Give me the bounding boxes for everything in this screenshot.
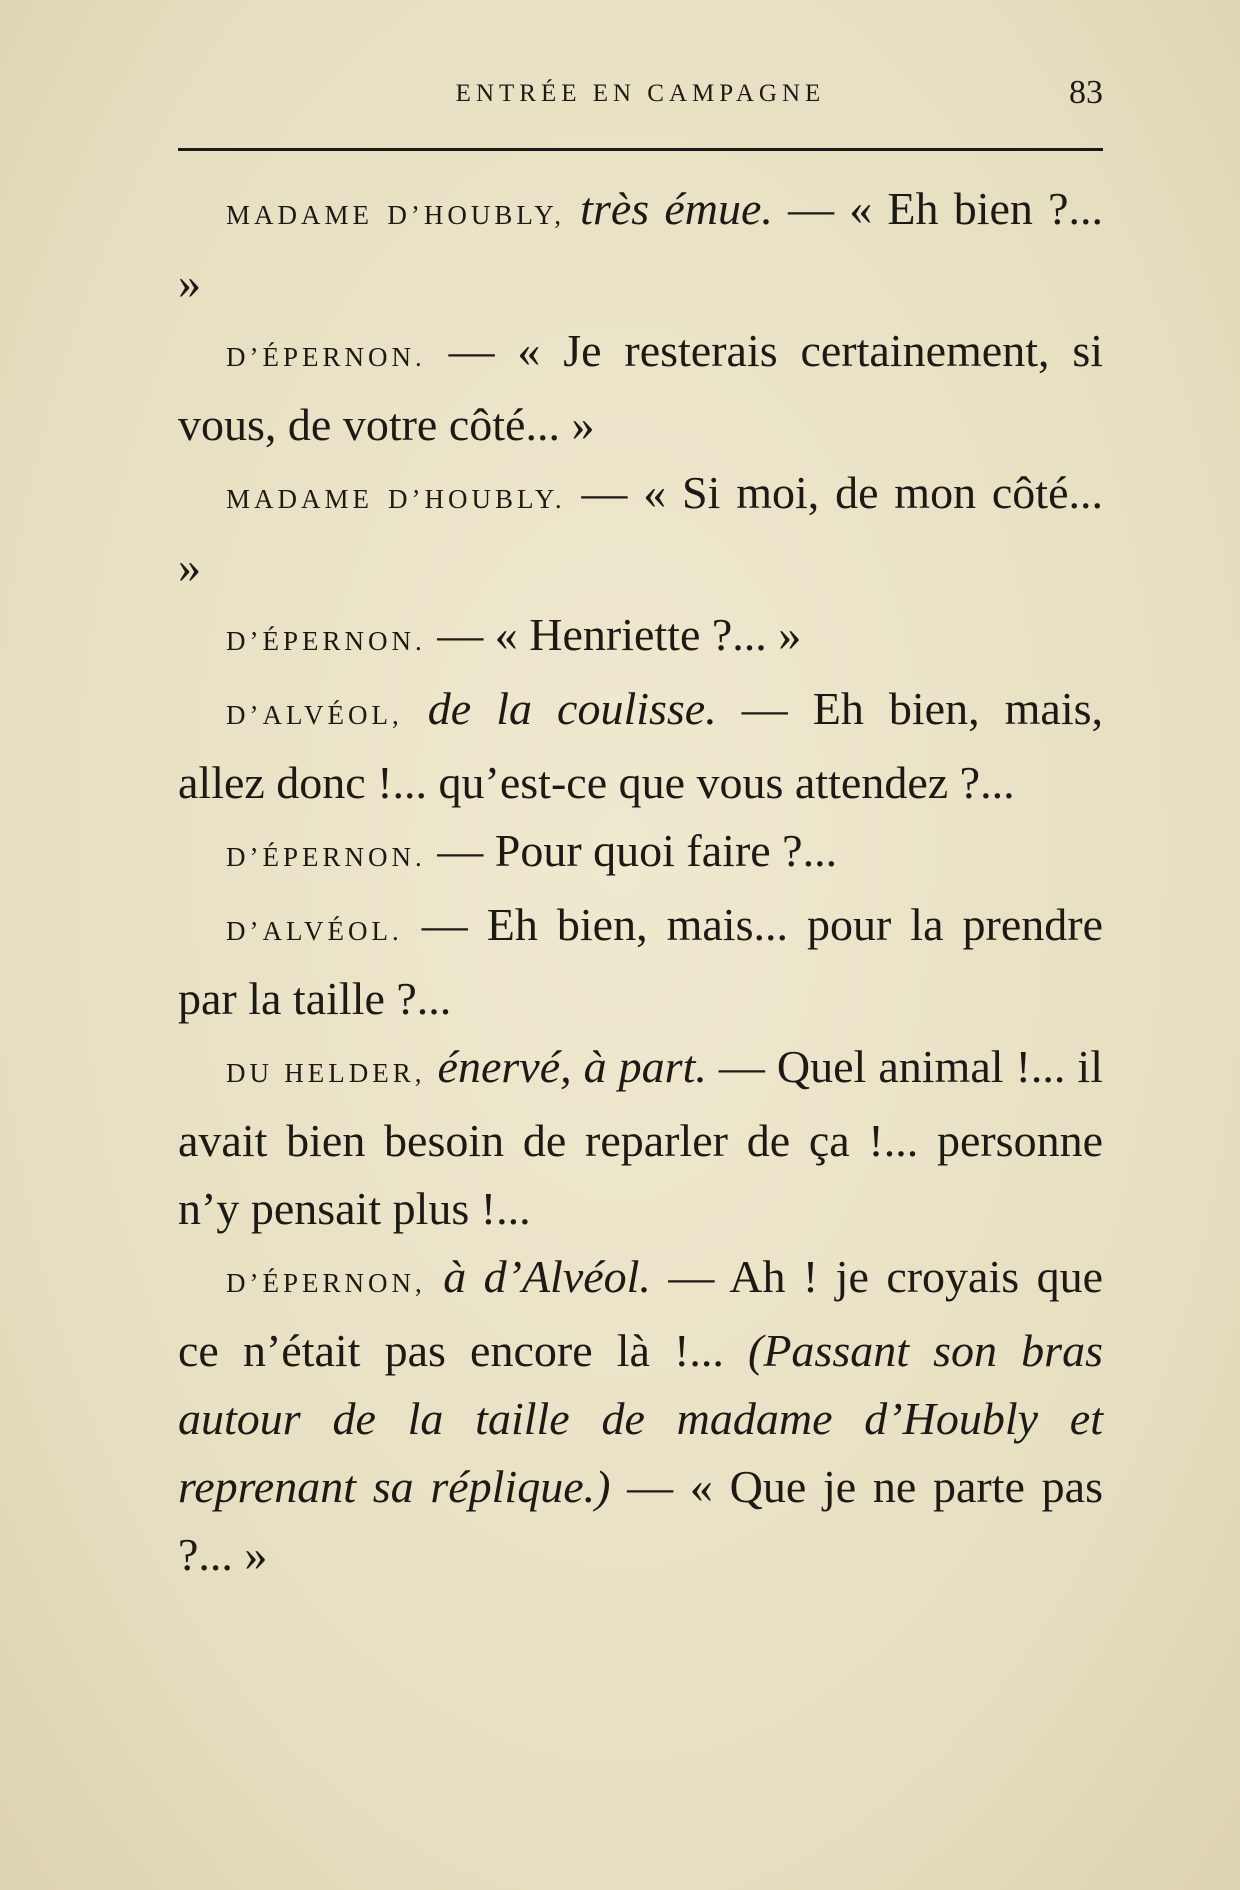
book-page (178, 60, 1103, 1589)
speaker-name: MADAME D’HOUBLY. (226, 484, 566, 514)
speaker-name: D’ÉPERNON, (226, 1268, 426, 1298)
dialogue-paragraph (178, 601, 1103, 675)
speech-text: — Pour quoi faire ?... (425, 825, 838, 876)
speaker-name: D’ÉPERNON. (226, 626, 426, 656)
speech-text: — Quel animal !... il avait bien besoin de reparler de ça !... personne n’y pensait plus !... (178, 1041, 1103, 1234)
speaker-name: D’ÉPERNON. (226, 342, 426, 372)
dialogue-paragraph (178, 1033, 1103, 1243)
header-rule (178, 148, 1103, 151)
running-head (178, 60, 1103, 130)
dialogue-paragraph (178, 675, 1103, 817)
dialogue-paragraph (178, 817, 1103, 891)
running-title: ENTRÉE EN CAMPAGNE (455, 80, 826, 107)
stage-direction: de la coulisse. (427, 683, 717, 734)
speech-text: — « Si moi, de mon côté... » (178, 467, 1103, 592)
dialogue-text (178, 175, 1103, 1589)
speaker-name: D’ÉPERNON. (226, 842, 426, 872)
dialogue-paragraph (178, 1243, 1103, 1589)
stage-direction: énervé, à part. (437, 1041, 707, 1092)
dialogue-paragraph (178, 459, 1103, 601)
stage-direction: à d’Alvéol. (443, 1251, 651, 1302)
dialogue-paragraph (178, 317, 1103, 459)
dialogue-paragraph (178, 175, 1103, 317)
speech-text: — « Que je ne parte pas ?... » (178, 1461, 1103, 1580)
page-number: 83 (1069, 74, 1103, 111)
dialogue-paragraph (178, 891, 1103, 1033)
speech-text: — « Henriette ?... » (425, 609, 802, 660)
speech-text: — « Je resterais certainement, si vous, de votre côté... » (178, 325, 1103, 450)
speaker-name: D’ALVÉOL, (226, 700, 403, 730)
speech-text: — Eh bien, mais... pour la prendre par la taille ?... (178, 899, 1103, 1024)
speaker-name: MADAME D’HOUBLY, (226, 200, 565, 230)
speaker-name: DU HELDER, (226, 1058, 426, 1088)
speech-text: — « Eh bien ?... » (178, 183, 1103, 308)
speech-text: — Eh bien, mais, allez donc !... qu’est-ce que vous attendez ?... (178, 683, 1103, 808)
stage-direction: très émue. (580, 183, 773, 234)
speaker-name: D’ALVÉOL. (226, 916, 403, 946)
speech-text: — Ah ! je croyais que ce n’était pas encore là !... (178, 1251, 1103, 1376)
stage-direction: (Passant son bras autour de la taille de madame d’Houbly et reprenant sa réplique.) (178, 1325, 1103, 1512)
